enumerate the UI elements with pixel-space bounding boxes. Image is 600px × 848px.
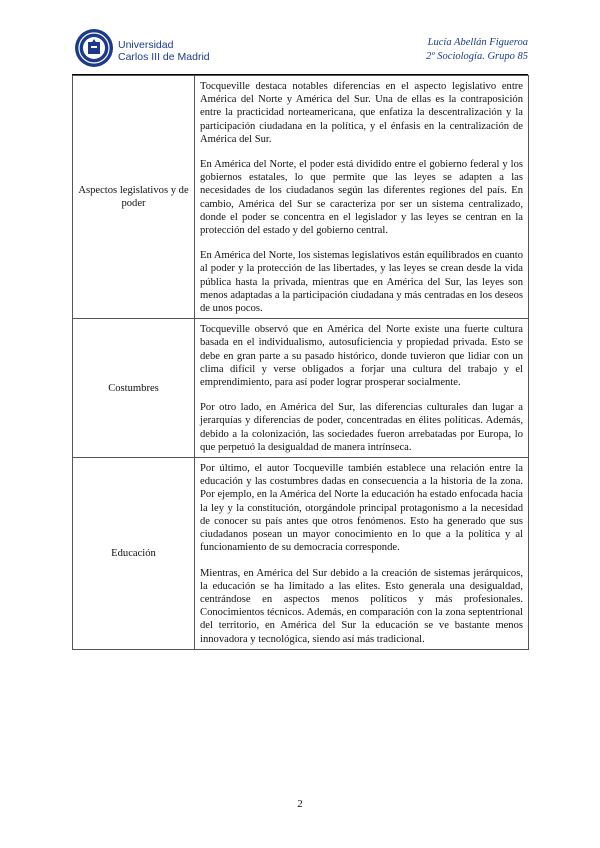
university-logo-icon [74, 28, 114, 68]
paragraph: Mientras, en América del Sur debido a la creación de sistemas jerárquicos, la educación se ha limitado a las elites. Esto generala una desigualdad, centrándose en aspectos menos políticos y más profesionales. Conocimientos técnicos. Además, en comparación con la zona septentrional del territorio, en América del Sur la educación se ve bastante menos innovadora y tecnológica, siendo así más tradicional. [200, 567, 523, 645]
author-name: Lucía Abellán Figueroa [427, 37, 528, 48]
paragraph: En América del Norte, los sistemas legislativos están equilibrados en cuanto al poder y la protección de las libertades, y las leyes se crean desde la vida pública hasta la privada, mientras que en América del Sur, las leyes son menos adaptadas a la participación ciudadana y más centradas en los deseos de unos pocos. [200, 250, 523, 315]
row-label: Costumbres [73, 319, 195, 458]
author-block [426, 36, 528, 64]
university-line-2: Carlos III de Madrid [118, 51, 210, 63]
page-header [0, 0, 600, 76]
paragraph: Tocqueville destaca notables diferencias en el aspecto legislativo entre América del Norte y América del Sur. Una de ellas es la contraposición entre la practicidad norteamericana, que enfatiza la descentralización y la participación ciudadana en la política, y el énfasis en la centralización de América del Sur. [200, 81, 523, 145]
page-number: 2 [297, 798, 303, 810]
table-row [73, 319, 529, 458]
paragraph: Tocqueville observó que en América del Norte existe una fuerte cultura basada en el individualismo, autosuficiencia y propiedad privada. Esto se debe en gran parte a su pasado histórico, donde tuvieron que lidiar con un clima difícil y verse obligados a forjar una cultura del trabajo y el emprendimiento, para así poder lograr prosperar socialmente. [200, 324, 523, 389]
table-row [73, 458, 529, 650]
row-label: Educación [73, 458, 195, 650]
row-content [195, 76, 529, 319]
author-course: 2º Sociología. Grupo 85 [426, 51, 528, 62]
row-content [195, 458, 529, 650]
paragraph: En América del Norte, el poder está dividido entre el gobierno federal y los gobiernos estatales, lo que permite que las leyes se adapten a las necesidades de los ciudadanos según las diferentes regiones del país. En cambio, América del Sur se caracteriza por ser un sistema centralizado, donde el poder se concentra en el legislador y las leyes se centran en la protección del estado y del gobierno central. [200, 159, 523, 237]
university-line-1: Universidad [118, 39, 174, 51]
row-content [195, 319, 529, 458]
row-label: Aspectos legislativos y de poder [73, 76, 195, 319]
university-name [118, 39, 210, 63]
paragraph: Por último, el autor Tocqueville también establece una relación entre la educación y las costumbres dadas en consecuencia a la historia de la zona. Por ejemplo, en la América del Norte la educación ha estado enfocada hacia la ley y la constitución, otorgándole principal protagonismo a la necesidad de conocer su país antes que otros fenómenos. Esto ha generado que sus ciudadanos posean un mayor conocimiento en lo que a la política y al funcionamiento de su democracia corresponde. [200, 463, 523, 554]
paragraph: Por otro lado, en América del Sur, las diferencias culturales dan lugar a jerarquías y diferencias de poder, concentradas en élites políticas. Además, debido a la colonización, las sociedades fueron arrebatadas por Europa, lo que perpetuó la desigualdad de manera intrínseca. [200, 402, 523, 453]
table-row [73, 76, 529, 319]
comparison-table [72, 75, 529, 650]
